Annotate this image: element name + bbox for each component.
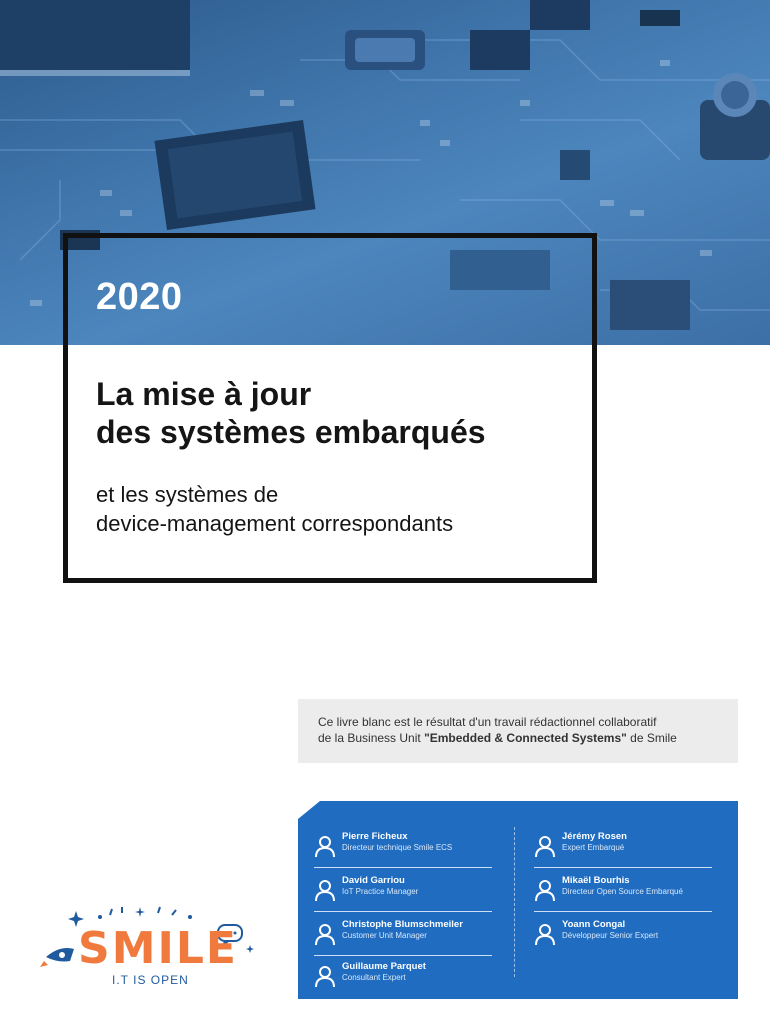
separator xyxy=(534,911,712,912)
business-unit-name: "Embedded & Connected Systems" xyxy=(424,731,627,745)
person-icon xyxy=(314,879,336,903)
panel-notch xyxy=(298,801,320,819)
separator xyxy=(534,867,712,868)
subtitle-line-1: et les systèmes de xyxy=(96,482,279,507)
title-line-1: La mise à jour xyxy=(96,376,312,412)
person-icon xyxy=(534,879,556,903)
document-subtitle xyxy=(96,480,453,538)
contributor-name: Pierre Ficheux xyxy=(342,831,408,842)
contributor-role: Consultant Expert xyxy=(342,973,406,982)
report-year: 2020 xyxy=(96,276,183,318)
subtitle-line-2: device-management correspondants xyxy=(96,511,454,536)
contributor-name: Yoann Congal xyxy=(562,919,626,930)
contributor-name: Guillaume Parquet xyxy=(342,961,426,972)
info-box xyxy=(298,699,738,763)
separator xyxy=(314,955,492,956)
contributors-panel xyxy=(298,801,738,999)
info-line-2-prefix: de la Business Unit xyxy=(318,731,425,745)
info-line-1: Ce livre blanc est le résultat d'un travail rédactionnel collaboratif xyxy=(318,715,657,729)
info-line-2 xyxy=(318,731,677,745)
document-title xyxy=(96,375,486,451)
contributor-role: Développeur Senior Expert xyxy=(562,931,659,940)
person-icon xyxy=(314,923,336,947)
contributor-role: Directeur technique Smile ECS xyxy=(342,843,453,852)
contributor-name: David Garriou xyxy=(342,875,405,886)
contributor-role: Expert Embarqué xyxy=(562,843,625,852)
person-icon xyxy=(314,835,336,859)
contributor-name: Christophe Blumschmeiler xyxy=(342,919,463,930)
contributor-role: Directeur Open Source Embarqué xyxy=(562,887,683,896)
separator xyxy=(314,867,492,868)
smile-logo xyxy=(40,905,255,995)
info-line-2-suffix: de Smile xyxy=(626,731,677,745)
person-icon xyxy=(534,923,556,947)
person-icon xyxy=(314,965,336,989)
contributor-role: Customer Unit Manager xyxy=(342,931,427,940)
contributor-role: IoT Practice Manager xyxy=(342,887,419,896)
separator xyxy=(314,911,492,912)
column-divider xyxy=(514,827,515,977)
contributor-name: Mikaël Bourhis xyxy=(562,875,630,886)
logo-wordmark: SMILE xyxy=(78,923,238,974)
person-icon xyxy=(534,835,556,859)
title-line-2: des systèmes embarqués xyxy=(96,414,486,450)
contributor-name: Jérémy Rosen xyxy=(562,831,627,842)
logo-tagline: I.T IS OPEN xyxy=(112,973,189,987)
rocket-icon xyxy=(40,948,74,967)
